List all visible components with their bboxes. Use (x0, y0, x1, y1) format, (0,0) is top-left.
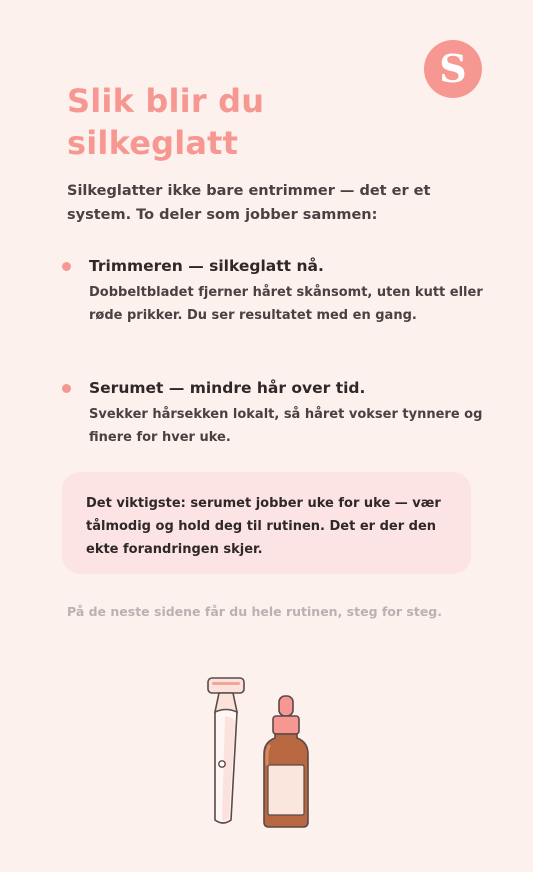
product-illustration (195, 672, 325, 832)
serum-bottle-icon (264, 696, 308, 827)
brand-logo-letter: S (439, 46, 467, 91)
trimmer-icon (208, 678, 244, 823)
feature-title: Trimmeren — silkeglatt nå. (89, 257, 324, 275)
callout-box (62, 472, 471, 574)
feature-text: Dobbeltbladet fjerner håret skånsomt, uten kutt eller røde prikker. Du ser resultatet med en gang. (89, 285, 483, 323)
intro-text: Silkeglatter ikke bare entrimmer — det er et system. To deler som jobber sammen: (67, 183, 431, 223)
bullet-dot-icon (62, 262, 71, 271)
brand-logo (424, 40, 482, 98)
bullet-dot-icon (62, 384, 71, 393)
feature-title: Serumet — mindre hår over tid. (89, 379, 366, 397)
feature-text: Svekker hårsekken lokalt, så håret vokser tynnere og finere for hver uke. (89, 407, 483, 445)
footnote-text: På de neste sidene får du hele rutinen, steg for steg. (67, 604, 442, 619)
callout-text: Det viktigste: serumet jobber uke for uke — vær tålmodig og hold deg til rutinen. Det er der den ekte forandringen skjer. (86, 496, 441, 557)
page-title: Slik blir du silkeglatt (67, 82, 265, 162)
